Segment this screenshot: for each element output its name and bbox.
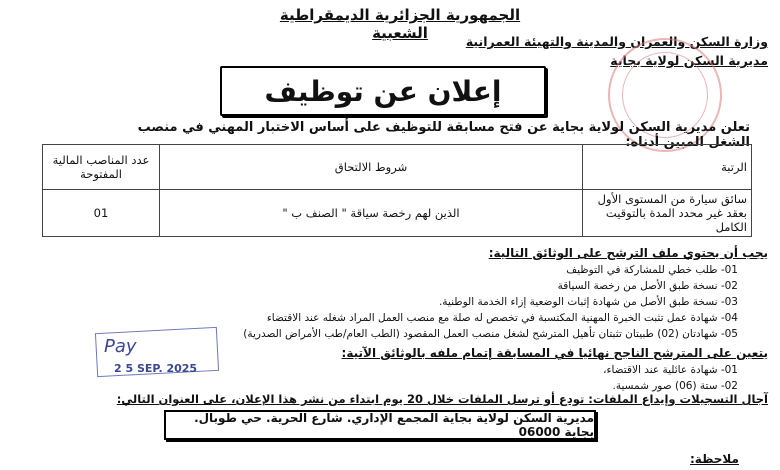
list-item: 01- طلب خطي للمشاركة في التوظيف bbox=[566, 264, 738, 276]
positions-table bbox=[42, 144, 752, 237]
deadline-text: آجال التسجيلات وإيداع الملفات: تودع أو ترسل الملفات خلال 20 يوم ابتداء من نشر هذا الإعلان، على العنوان التالي: bbox=[116, 392, 768, 406]
stamp-date: 2 5 SEP. 2025 bbox=[114, 362, 198, 375]
signature: Pay bbox=[104, 336, 137, 357]
table-header-row bbox=[43, 145, 752, 190]
cell-positions: 01 bbox=[43, 190, 160, 237]
cell-conditions: الذين لهم رخصة سياقة " الصنف ب " bbox=[160, 190, 583, 237]
note-label: ملاحظة: bbox=[690, 452, 739, 466]
republic-header: الجمهورية الجزائرية الديمقراطية الشعبية bbox=[279, 6, 521, 42]
list-item: 03- نسخة طبق الأصل من شهادة إثبات الوضعية إزاء الخدمة الوطنية. bbox=[438, 296, 738, 308]
list-item: 05- شهادتان (02) طبيتان تثبتان تأهيل المترشح لشغل منصب العمل المقصود (الطب العام/طب الأمراض الصدرية) bbox=[243, 328, 738, 340]
final-section-heading: يتعين على المترشح الناجح نهائيا في المسابقة إتمام ملفه بالوثائق الآتية: bbox=[341, 346, 768, 360]
list-item: 01- شهادة عائلية عند الاقتضاء، bbox=[603, 364, 738, 376]
list-item: 04- شهادة عمل تثبت الخبرة المهنية المكتسبة في تخصص له صلة مع منصب العمل المراد شغله عند الاقتضاء bbox=[266, 312, 738, 324]
ministry-name: وزارة السكن والعمران والمدينة والتهيئة العمرانية bbox=[465, 34, 768, 49]
header-conditions: شروط الالتحاق bbox=[160, 145, 583, 190]
list-item: 02- ستة (06) صور شمسية. bbox=[612, 380, 738, 392]
table-row bbox=[43, 190, 752, 237]
address-box: مديرية السكن لولاية بجاية المجمع الإداري. شارع الحرية. حي طوبال. بجاية 06000 bbox=[164, 410, 596, 440]
intro-paragraph: تعلن مديرية السكن لولاية بجاية عن فتح مسابقة للتوظيف على أساس الاختبار المهني في منصب الشغل المبين أدناه: bbox=[137, 120, 750, 150]
file-section-heading: يجب أن يحتوي ملف الترشح على الوثائق التالية: bbox=[488, 246, 768, 260]
directorate-name: مديرية السكن لولاية بجاية bbox=[610, 53, 768, 68]
cell-rank: سائق سيارة من المستوى الأول بعقد غير محدد المدة بالتوقيت الكامل bbox=[583, 190, 752, 237]
header-positions: عدد المناصب المالية المفتوحة bbox=[43, 145, 160, 190]
list-item: 02- نسخة طبق الأصل من رخصة السياقة bbox=[557, 280, 738, 292]
header-rank: الرتبة bbox=[583, 145, 752, 190]
announcement-title: إعلان عن توظيف bbox=[220, 66, 546, 116]
